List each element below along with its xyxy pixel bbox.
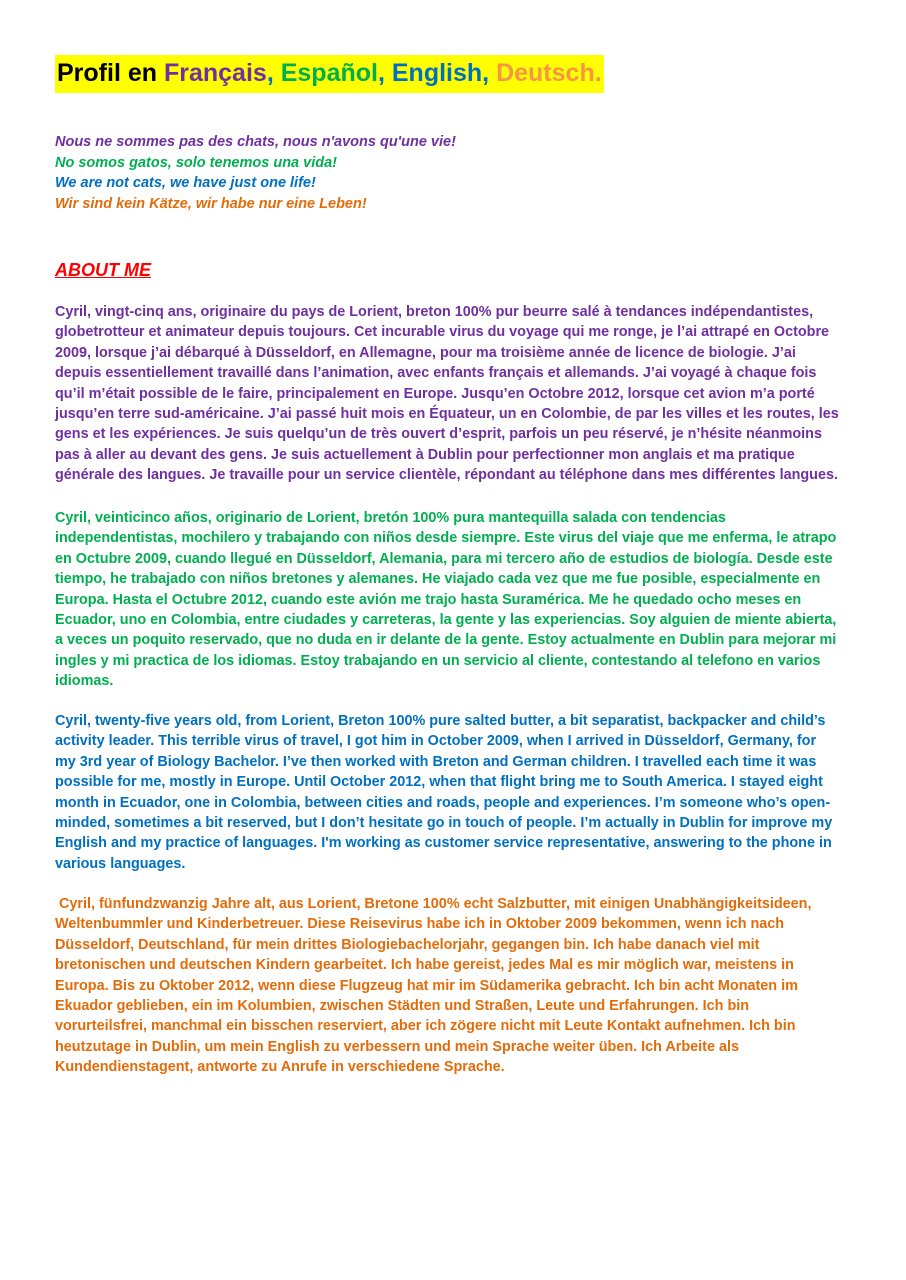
text-line: Cyril, veinticinco años, originario de Lorient, bretón 100% pura mantequilla salada con tendencias	[55, 510, 726, 526]
title-separator: ,	[266, 59, 281, 87]
text-line: various languages.	[55, 855, 186, 872]
text-line: Düsseldorf, Deutschland, für mein drittes Biologiebachelorjahr, gegangen bin. Ich habe danach viel mit	[55, 936, 760, 953]
motto-spanish: No somos gatos, solo tenemos una vida!	[55, 154, 337, 171]
text-line: my 3rd year of Biology Bachelor. I’ve then worked with Breton and German children. I travelled each time it was	[55, 753, 817, 770]
title-separator: ,	[482, 59, 497, 87]
title-english: English	[391, 59, 483, 87]
text-line: Europa. Hasta el Octubre 2012, cuando este avión me trajo hasta Suramérica. Me he quedado ocho meses en	[55, 591, 802, 608]
text-line: gens et les expériences. Je suis quelqu’un de très ouvert d’esprit, parfois un peu réservé, je n’hésite néanmoins	[55, 426, 822, 443]
title-prefix: Profil en	[57, 59, 164, 87]
title-french: Français	[163, 59, 267, 87]
text-line: Kundendienstagent, antworte zu Anrufe in verschiedene Sprache.	[55, 1059, 505, 1076]
paragraph-english	[55, 711, 853, 874]
text-line: bretonischen und deutschen Kindern gearbeitet. Ich habe gereist, jedes Mal es mir möglich war, meistens in	[55, 957, 794, 974]
text-line: possible for me, mostly in Europe. Until October 2012, when that flight bring me to South America. I stayed eight	[55, 774, 823, 791]
text-line: activity leader. This terrible virus of travel, I got him in October 2009, when I arrived in Düsseldorf, Germany, for	[55, 733, 817, 750]
text-line: ingles y mi practica de los idiomas. Estoy trabajando en un servicio al cliente, contestando al telefono en varios	[55, 652, 821, 669]
paragraph-french	[55, 302, 853, 486]
text-line: Weltenbummler und Kinderbetreuer. Diese Reisevirus habe ich in Oktober 2009 bekommen, wenn ich nach	[55, 916, 785, 933]
about-heading: ABOUT ME	[55, 260, 151, 280]
motto-english: We are not cats, we have just one life!	[55, 175, 316, 192]
text-line: Ekuador geblieben, ein im Kolumbien, zwischen Städten und Straßen, Leute und Erfahrungen. Ich bin	[55, 998, 750, 1015]
text-line: générale des langues. Je travaille pour un service clientèle, répondant au téléphone dans mes différentes langues.	[55, 467, 838, 484]
motto-french: Nous ne sommes pas des chats, nous n'avons qu'une vie!	[55, 134, 456, 150]
text-line: idiomas.	[55, 673, 114, 690]
text-line: heutzutage in Dublin, um mein English zu verbessern und mein Sprache weiter üben. Ich Arbeite als	[55, 1038, 739, 1055]
text-line: a veces un poquito reservado, que no duda en ir delante de la gente. Estoy actualmente en Dublin para mejorar mi	[55, 632, 837, 649]
paragraph-german	[55, 894, 853, 1078]
text-line: globetrotteur et animateur depuis toujours. Cet incurable virus du voyage qui me ronge, je l’ai attrapé en Octobre	[55, 324, 830, 341]
text-line: minded, sometimes a bit reserved, but I don’t hesitate go in touch of people. I’m actually in Dublin for improve my	[55, 815, 833, 832]
title-spanish: Español	[280, 59, 378, 87]
paragraph-spanish	[55, 508, 853, 692]
text-line: Cyril, vingt-cinq ans, originaire du pays de Lorient, breton 100% pur beurre salé à tendances indépendantistes,	[55, 304, 814, 320]
text-line: English and my practice of languages. I'm working as customer service representative, answering to the phone in	[55, 835, 832, 852]
text-line: Cyril, twenty-five years old, from Lorient, Breton 100% pure salted butter, a bit separatist, backpacker and child’s	[55, 713, 826, 729]
page-title	[55, 55, 604, 93]
text-line: depuis essentiellement travaillé dans l’animation, avec enfants français et allemands. J’ai voyagé à chaque fois	[55, 365, 817, 382]
text-line: vorurteilsfrei, manchmal ein bisschen reserviert, aber ich zögere nicht mit Leute Kontakt aufnehmen. Ich bin	[55, 1018, 796, 1035]
text-line: Ecuador, uno en Colombia, entre ciudades y carreteras, la gente y las experiencias. Soy alguien de miente abierta,	[55, 612, 837, 629]
text-line: independentistas, mochilero y trabajando con niños desde siempre. Este virus del viaje que me enferma, le atrapo	[55, 530, 837, 547]
title-separator: ,	[377, 59, 392, 87]
text-line: Europa. Bis zu Oktober 2012, wenn diese Flugzeug hat mir im Südamerika gebracht. Ich bin acht Monaten im	[55, 977, 798, 994]
text-line: Cyril, fünfundzwanzig Jahre alt, aus Lorient, Bretone 100% echt Salzbutter, mit einigen Unabhängigkeitsideen,	[55, 896, 812, 912]
text-line: month in Ecuador, one in Colombia, between cities and roads, people and experiences. I’m someone who’s open-	[55, 794, 831, 811]
text-line: jusqu’en terre sud-américaine. J’ai passé huit mois en Équateur, un en Colombie, de par les villes et les routes, les	[55, 406, 839, 423]
text-line: 2009, lorsque j’ai débarqué à Düsseldorf, en Allemagne, pour ma troisième année de licence de biologie. J’ai	[55, 344, 796, 361]
text-line: en Octubre 2009, cuando llegué en Düsseldorf, Alemania, para mi tercero año de estudios de biología. Desde este	[55, 550, 833, 567]
title-german: Deutsch.	[496, 59, 602, 87]
motto-block	[55, 132, 456, 215]
text-line: tiempo, he trabajado con niños bretones y alemanes. He viajado cada vez que me fue posible, especialmente en	[55, 571, 821, 588]
text-line: qu’il m’était possible de le faire, principalement en Europe. Jusqu’en Octobre 2012, lorsque cet avion m’a porté	[55, 385, 815, 402]
motto-german: Wir sind kein Kätze, wir habe nur eine Leben!	[55, 196, 367, 213]
text-line: pas à aller au devant des gens. Je suis actuellement à Dublin pour perfectionner mon anglais et ma pratique	[55, 446, 795, 463]
